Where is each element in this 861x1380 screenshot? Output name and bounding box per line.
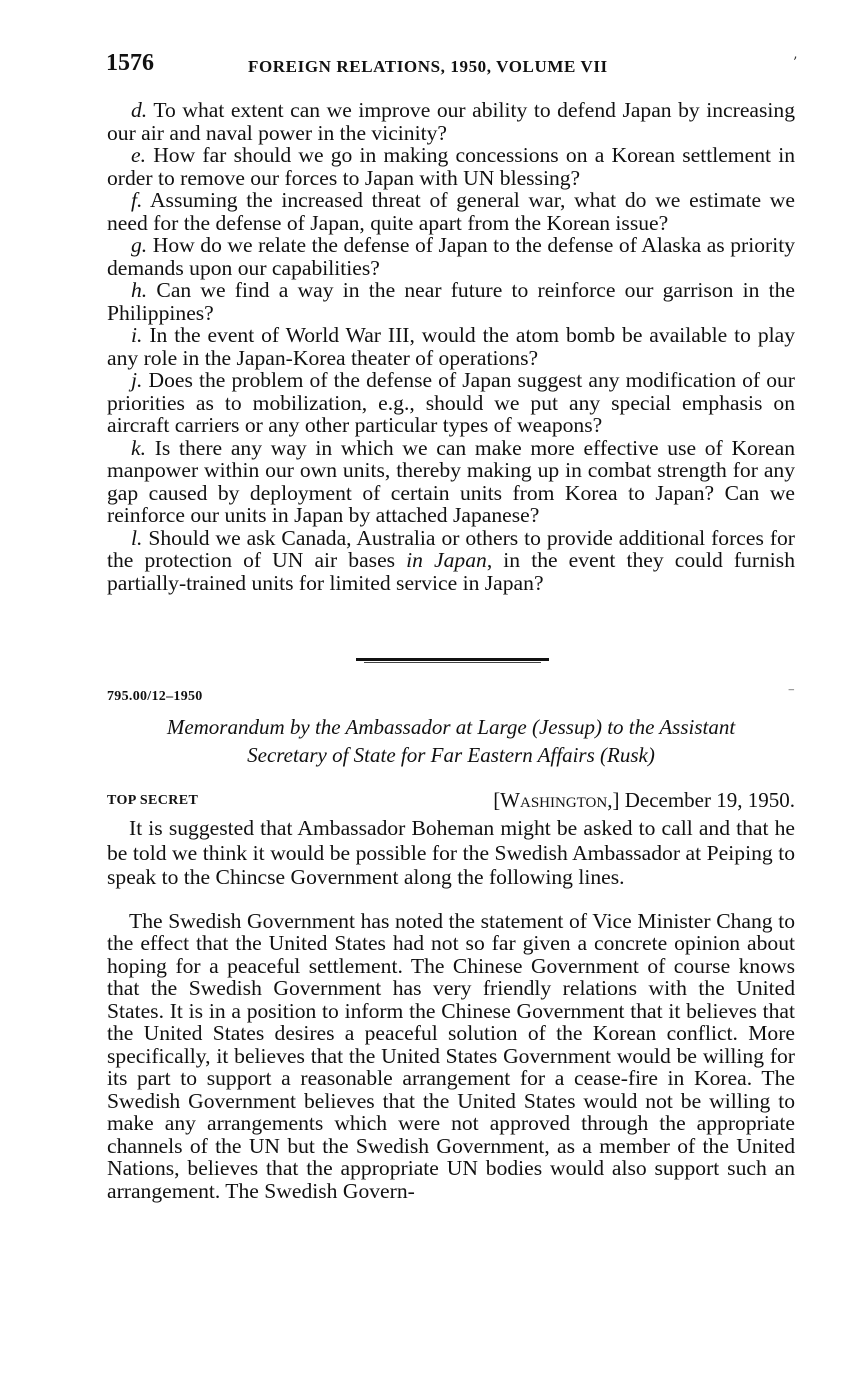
item-text: Can we find a way in the near future to reinforce our garrison in the Philippines? (107, 278, 795, 325)
item-text: , in the event they could furnish partially-trained units for limited service in Japan? (107, 548, 796, 595)
list-item (107, 324, 795, 369)
item-text: How far should we go in making concessions on a Korean settlement in order to remove our forces to Japan with UN blessing? (107, 143, 795, 190)
list-item (107, 437, 795, 527)
item-emphasis: in Japan (406, 548, 487, 572)
memo-title-line: Memorandum by the Ambassador at Large (Jessup) to the Assistant (166, 715, 736, 739)
item-letter: i. (131, 323, 143, 347)
list-item (107, 99, 795, 144)
place: [Washington,] (493, 788, 620, 812)
list-item (107, 279, 795, 324)
list-item (107, 144, 795, 189)
memo-title (107, 713, 795, 769)
item-letter: h. (131, 278, 148, 302)
item-text: To what extent can we improve our ability to defend Japan by increasing our air and naval power in the vicinity? (107, 98, 795, 145)
item-text: Assuming the increased threat of general war, what do we estimate we need for the defense of Japan, quite apart from the Korean issue? (107, 188, 795, 235)
side-mark: ⁻ (787, 685, 795, 701)
section-divider (356, 658, 549, 661)
question-list (107, 99, 795, 594)
item-text: In the event of World War III, would the atom bomb be available to play any role in the Japan-Korea theater of operations? (107, 323, 796, 370)
item-text: Is there any way in which we can make more effective use of Korean manpower within our own units, thereby making up in combat strength for any gap caused by deployment of certain units from Korea to Japan? Can we reinforce our units in Japan by attached Japanese? (107, 435, 795, 527)
memo-body (107, 816, 795, 1202)
item-letter: f. (131, 188, 143, 212)
item-letter: g. (131, 233, 148, 257)
corner-mark: ʼ (792, 55, 797, 71)
classification-label: TOP SECRET (107, 793, 199, 808)
page-number: 1576 (106, 50, 154, 76)
memo-title-line: Secretary of State for Far Eastern Affairs (Rusk) (247, 743, 655, 767)
file-number: 795.00/12–1950 (107, 689, 203, 704)
item-letter: l. (131, 525, 143, 550)
running-head (106, 50, 796, 80)
date: December 19, 1950. (624, 788, 795, 812)
dateline (493, 788, 795, 813)
running-title: FOREIGN RELATIONS, 1950, VOLUME VII (248, 57, 608, 76)
list-item (107, 369, 795, 437)
list-item (107, 234, 795, 279)
paragraph: It is suggested that Ambassador Boheman might be asked to call and that he be told we think it would be possible for the Swedish Ambassador at Peiping to speak to the Chincse Government along the following lines. (107, 816, 795, 889)
list-item (107, 189, 795, 234)
paragraph: The Swedish Government has noted the statement of Vice Minister Chang to the effect that the United States had not so far given a concrete opinion about hoping for a peaceful settlement. The Chinese Government of course knows that the Swedish Government has very friendly relations with the United States. It is in a position to inform the Chinese Government that it believes that the United States desires a peaceful solution of the Korean conflict. More specifically, it believes that the United States Government would be willing for its part to support a reasonable arrangement for a cease-fire in Korea. The Swedish Government believes that the United States would not be willing to make any arrangements which were not approved through the appropriate channels of the UN but the Swedish Government, as a member of the United Nations, believes that the appropriate UN bodies would also support such an arrangement. The Swedish Govern- (107, 908, 795, 1203)
item-letter: j. (131, 368, 143, 392)
item-text: How do we relate the defense of Japan to the defense of Alaska as priority demands upon our capabilities? (107, 233, 796, 280)
item-letter: d. (131, 98, 148, 122)
list-item (107, 527, 795, 595)
item-letter: e. (131, 143, 146, 167)
item-letter: k. (131, 435, 146, 460)
item-text: Should we ask Canada, Australia or others to provide additional forces for the protection of UN air bases (107, 525, 796, 572)
item-text: Does the problem of the defense of Japan suggest any modification of our priorities as to mobilization, e.g., should we put any special emphasis on aircraft carriers or any other particular types of weapons? (107, 368, 795, 437)
